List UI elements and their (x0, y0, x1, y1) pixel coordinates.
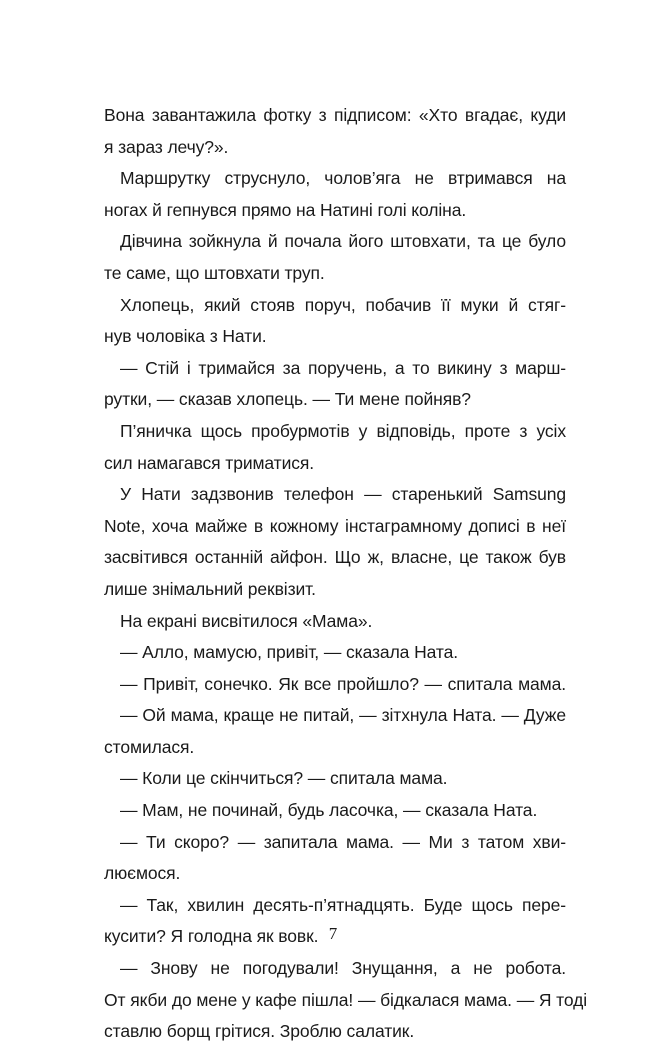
text-line: — Алло, мамусю, привіт, — сказала Ната. (120, 642, 458, 663)
text-line: ставлю борщ грітися. Зроблю салатик. (104, 1021, 415, 1042)
text-line: я зараз лечу?». (104, 136, 229, 157)
text-line: сил намагався триматися. (104, 452, 315, 473)
text-line: Дівчина зойкнула й почала його штовхати, та це було (120, 231, 566, 252)
text-line: — Привіт, сонечко. Як все пройшло? — спитала мама. (120, 673, 566, 694)
text-line: На екрані висвітилося «Мама». (120, 610, 373, 631)
text-line: стомилася. (104, 736, 195, 757)
text-line: кусити? Я голодна як вовк. (104, 926, 319, 947)
text-line: ногах й гепнувся прямо на Натині голі коліна. (104, 199, 467, 220)
text-line: лише знімальний реквізит. (104, 578, 316, 599)
text-line: Хлопець, який стояв поруч, побачив її муки й стяг- (120, 294, 566, 315)
text-line: — Ой мама, краще не питай, — зітхнула Ната. — Дуже (120, 705, 566, 726)
text-line: П’яничка щось пробурмотів у відповідь, проте з усіх (120, 420, 566, 441)
text-line: — Ти скоро? — запитала мама. — Ми з татом хви- (120, 831, 566, 852)
page-number: 7 (328, 924, 338, 943)
text-line: — Коли це скінчиться? — спитала мама. (120, 768, 448, 789)
text-line: Вона завантажила фотку з підписом: «Хто вгадає, куди (104, 105, 566, 125)
text-line: — Мам, не починай, будь ласочка, — сказала Ната. (120, 800, 538, 821)
body-text (104, 100, 588, 1048)
text-line: У Нати задзвонив телефон — старенький Samsung (120, 484, 566, 505)
text-line: От якби до мене у кафе пішла! — бідкалася мама. — Я тоді (104, 989, 588, 1010)
text-line: Note, хоча майже в кожному інстаграмному дописі в неї (104, 515, 566, 536)
text-line: те саме, що штовхати труп. (104, 262, 325, 283)
text-line: — Стій і тримайся за поручень, а то викину з марш- (120, 357, 566, 378)
text-line: люємося. (104, 863, 181, 884)
text-line: засвітився останній айфон. Що ж, власне, це також був (104, 547, 566, 568)
text-line: — Так, хвилин десять-п’ятнадцять. Буде щось пере- (120, 894, 566, 915)
text-line: — Знову не погодували! Знущання, а не робота. (120, 958, 566, 979)
text-line: рутки, — сказав хлопець. — Ти мене пойняв? (104, 389, 471, 410)
text-line: нув чоловіка з Нати. (104, 326, 267, 347)
text-line: Маршрутку струснуло, чолов’яга не втримався на (120, 168, 566, 189)
